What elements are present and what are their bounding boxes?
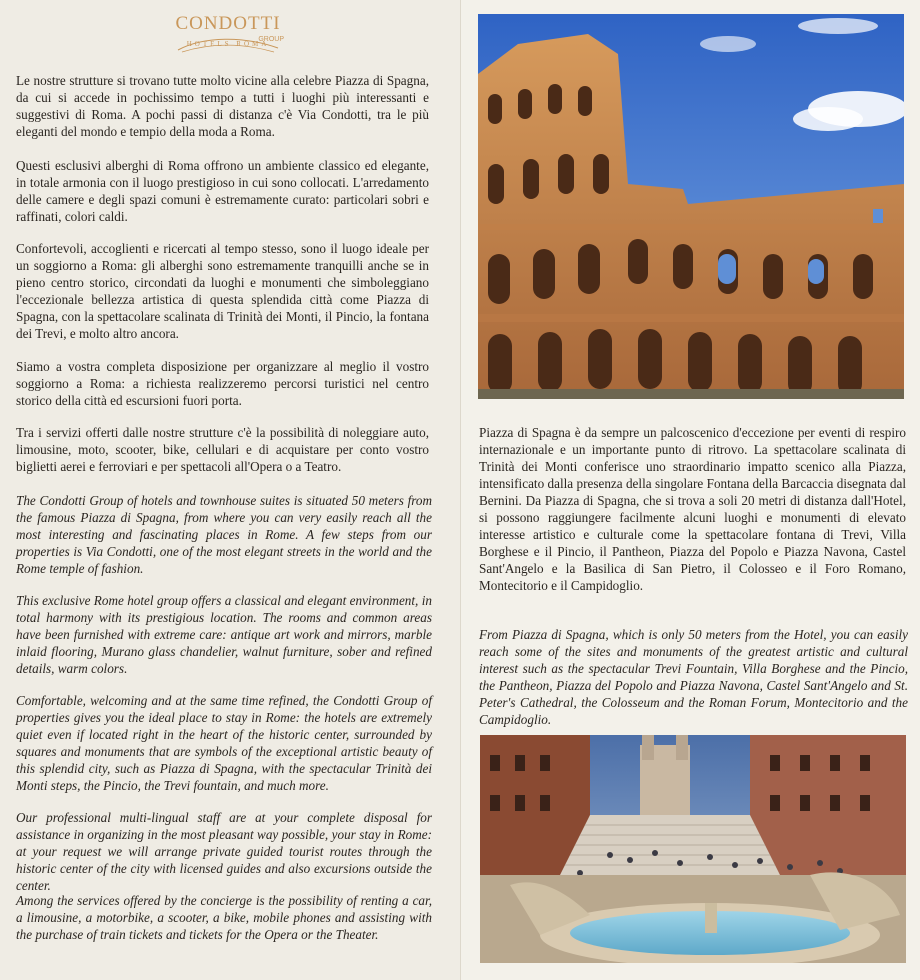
colosseum-image <box>478 14 904 399</box>
it-paragraph-4: Siamo a vostra completa disposizione per organizzare al meglio il vostro soggiorno a Roma: a richiesta realizzeremo percorsi turistici nel centro storico della città ed escursioni fuori porta. <box>16 359 429 408</box>
it-paragraph-2: Questi esclusivi alberghi di Roma offrono un ambiente classico ed elegante, in totale armonia con il luogo prestigioso in cui sono collocati. L'arredamento delle camere e degli spazi comuni è estremamente curato: particolari sobri e raffinati, colori caldi. <box>16 158 429 224</box>
en-paragraph-right: From Piazza di Spagna, which is only 50 meters from the Hotel, you can easily reach some of the sites and monuments of the greatest artistic and cultural interest such as the spectacular Trevi Fountain, Villa Borghese and the Pincio, the Pantheon, Piazza del Popolo and Piazza Navona, Castel Sant'Angelo and St. Peter's Cathedral, the Colosseum and the Roman Forum, Montecitorio and the Campidoglio. <box>479 627 908 727</box>
logo-subtitle: HOTELS ROMA <box>186 40 270 48</box>
logo-name: CONDOTTI <box>175 13 281 34</box>
en-paragraph-3: Comfortable, welcoming and at the same time refined, the Condotti Group of properties gives you the ideal place to stay in Rome: the hotels are extremely quiet even if located right in the heart of the historic center, surrounded by squares and monuments that are symbols of the exceptional artistic beauty of this splendid city, such as Piazza di Spagna, with the spectacular Trinità dei Monti steps, the Pincio, the Trevi fountain, and much more. <box>16 693 432 793</box>
en-paragraph-1: The Condotti Group of hotels and townhouse suites is situated 50 meters from the famous Piazza di Spagna, from where you can very easily reach all the most interesting and fascinating places in Rome. A few steps from our properties is Via Condotti, one of the most elegant streets in the world and the Rome temple of fashion. <box>16 493 432 576</box>
piazza-di-spagna-photo <box>480 735 906 963</box>
it-paragraph-1: Le nostre strutture si trovano tutte molto vicine alla celebre Piazza di Spagna, da cui si accede in pochissimo tempo a tutti i luoghi più interessanti e suggestivi di Roma. A pochi passi di distanza c'è Via Condotti, tra le più eleganti del mondo e tempio della moda a Roma. <box>16 73 429 139</box>
logo-group: GROUP <box>258 36 284 43</box>
it-paragraph-5: Tra i servizi offerti dalle nostre strutture c'è la possibilità di noleggiare auto, limousine, moto, scooter, bike, cellulari e di acquistare per conto vostro biglietti aerei e ferroviari e per spettacoli all'Opera o a Teatro. <box>16 425 429 474</box>
it-paragraph-right: Piazza di Spagna è da sempre un palcoscenico d'eccezione per eventi di respiro internazionale e un importante punto di ritrovo. La spettacolare scalinata di Trinità dei Monti conferisce uno straordinario impatto scenico alla Piazza, intensificato dalla presenza della singolare Fontana della Barcaccia disegnata dal Bernini. Da Piazza di Spagna, che si trova a soli 20 metri di distanza dall'Hotel, si possono raggiungere facilmente alcuni luoghi e monumenti di elevato interesse artistico e culturale come la spettacolare fontana di Trevi, Villa Borghese e il Pincio, il Pantheon, Piazza del Popolo e Piazza Navona, Castel Sant'Angelo e la Basilica di San Pietro, il Colosseo e il Foro Romano, Montecitorio e il Campidoglio. <box>479 425 906 593</box>
condotti-logo <box>172 14 284 66</box>
it-paragraph-3: Confortevoli, accoglienti e ricercati al tempo stesso, sono il luogo ideale per un soggiorno a Roma: gli alberghi sono estremamente tranquilli anche se in pieno centro storico, circondati da luoghi e monumenti che simboleggiano l'eccezionale bellezza artistica di questa splendida città come Piazza di Spagna, con la spettacolare scalinata di Trinità dei Monti, il Pincio, la fontana dei Trevi, e molto altro ancora. <box>16 241 429 341</box>
piazza-di-spagna-image <box>480 735 906 963</box>
en-paragraph-4: Our professional multi-lingual staff are at your complete disposal for assistance in organizing in the most pleasant way possible, your stay in Rome: at your request we will arrange private guided tourist routes through the historic center of the city with licensed guides and also excursions outside the center. <box>16 810 432 893</box>
en-paragraph-2: This exclusive Rome hotel group offers a classical and elegant environment, in total harmony with its prestigious location. The rooms and common areas have been furnished with extreme care: antique art work and mirrors, marble inlaid flooring, Murano glass chandelier, walnut furniture, sober and refined details, warm colors. <box>16 593 432 676</box>
right-column <box>460 0 920 980</box>
colosseum-photo <box>478 14 904 399</box>
en-paragraph-5: Among the services offered by the concierge is the possibility of renting a car, a limousine, a motorbike, a scooter, a bike, mobile phones and assisting with the purchase of train tickets and tickets for the Opera or the Theater. <box>16 893 432 942</box>
